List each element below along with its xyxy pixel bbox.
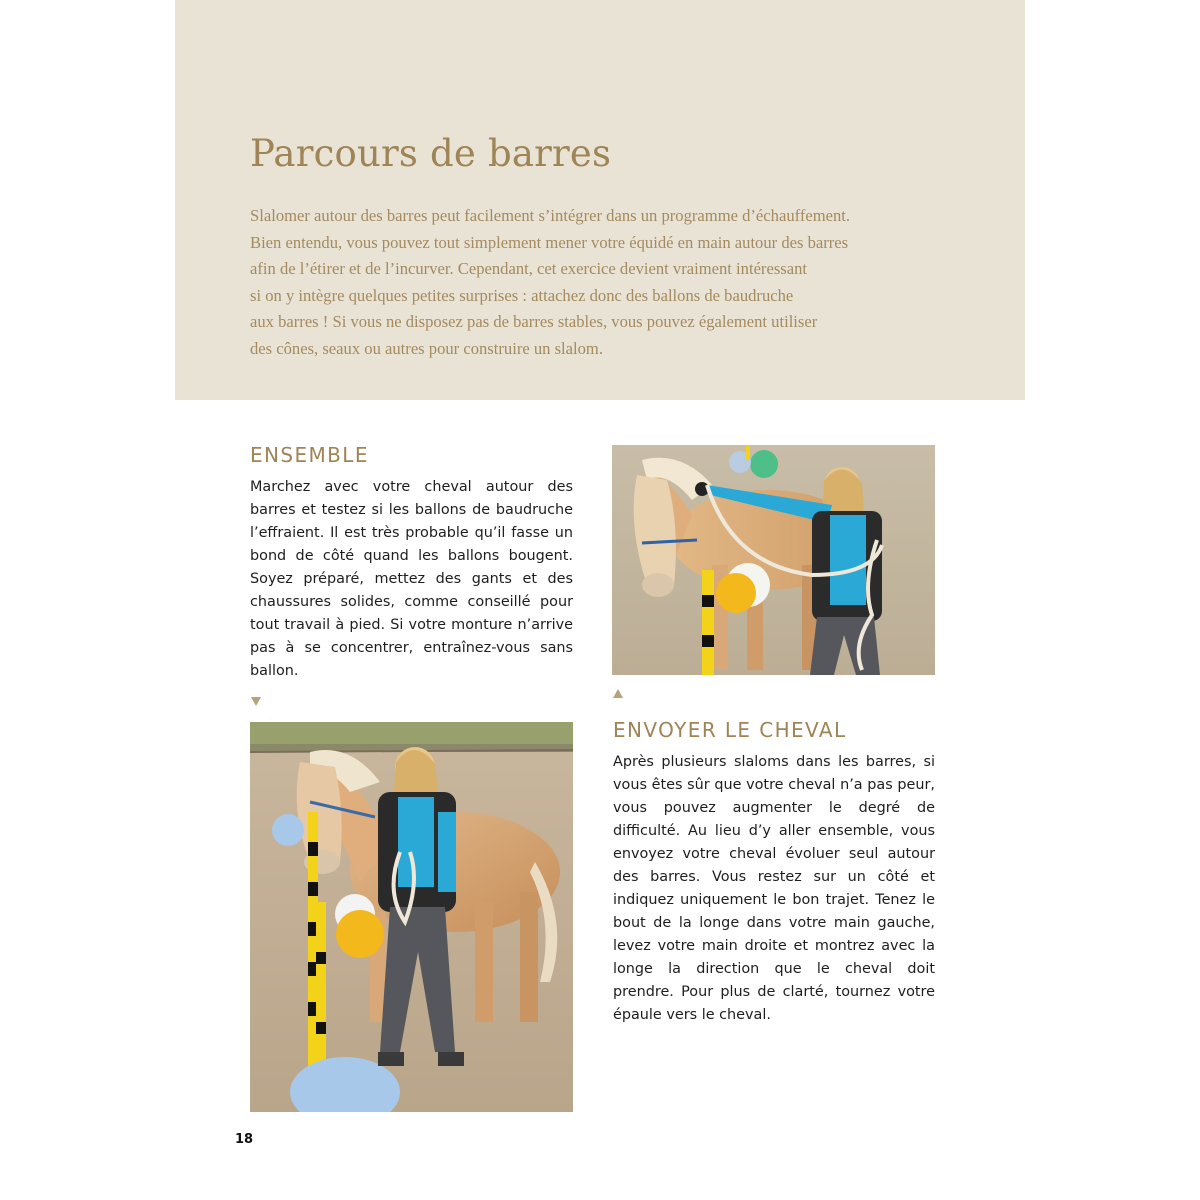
intro-line: Bien entendu, vous pouvez tout simplement mener votre équidé en main autour des barres: [250, 232, 849, 252]
intro-line: aux barres ! Si vous ne disposez pas de barres stables, vous pouvez également utiliser: [250, 312, 818, 332]
intro-line: Slalomer autour des barres peut facilement s’intégrer dans un programme d’échauffement.: [250, 206, 851, 225]
intro-panel: [175, 0, 1025, 400]
page-number: 18: [235, 1132, 254, 1147]
photo-sending-horse-illustration: [612, 445, 935, 675]
intro-line: si on y intègre quelques petites surprises : attachez donc des ballons de baudruche: [250, 285, 794, 305]
intro-line: afin de l’étirer et de l’incurver. Cependant, cet exercice devient vraiment intéressant: [250, 259, 808, 279]
triangle-up-icon: [613, 689, 623, 698]
triangle-down-icon: [251, 697, 261, 706]
section-title-envoyer: ENVOYER LE CHEVAL: [613, 718, 847, 742]
photo-leading-horse-illustration: [250, 722, 573, 1112]
section-title-ensemble: ENSEMBLE: [250, 443, 369, 467]
section-text-envoyer: Après plusieurs slaloms dans les barres, si vous êtes sûr que votre cheval n’a pas peur, vous pouvez augmenter le degré de difficulté. Au lieu d’y aller ensemble, vous envoyez votre cheval évoluer seul autour des barres. Vous restez sur un côté et indiquez uniquement le bon trajet. Tenez le bout de la longe dans votre main gauche, levez votre main droite et montrez avec la longe la direction que le cheval doit prendre. Pour plus de clarté, tournez votre épaule vers le cheval.: [613, 754, 935, 1023]
intro-paragraph: [250, 203, 950, 363]
intro-line: des cônes, seaux ou autres pour construire un slalom.: [250, 338, 603, 358]
page-title: Parcours de barres: [250, 132, 612, 175]
photo-leading-horse: [250, 722, 573, 1112]
photo-sending-horse: [612, 445, 935, 675]
section-text-ensemble: Marchez avec votre cheval autour des barres et testez si les ballons de baudruche l’effraient. Il est très probable qu’il fasse un bond de côté quand les ballons bougent. Soyez préparé, mettez des gants et des chaussures solides, comme conseillé pour tout travail à pied. Si votre monture n’arrive pas à se concentrer, entraînez-vous sans ballon.: [250, 479, 573, 679]
